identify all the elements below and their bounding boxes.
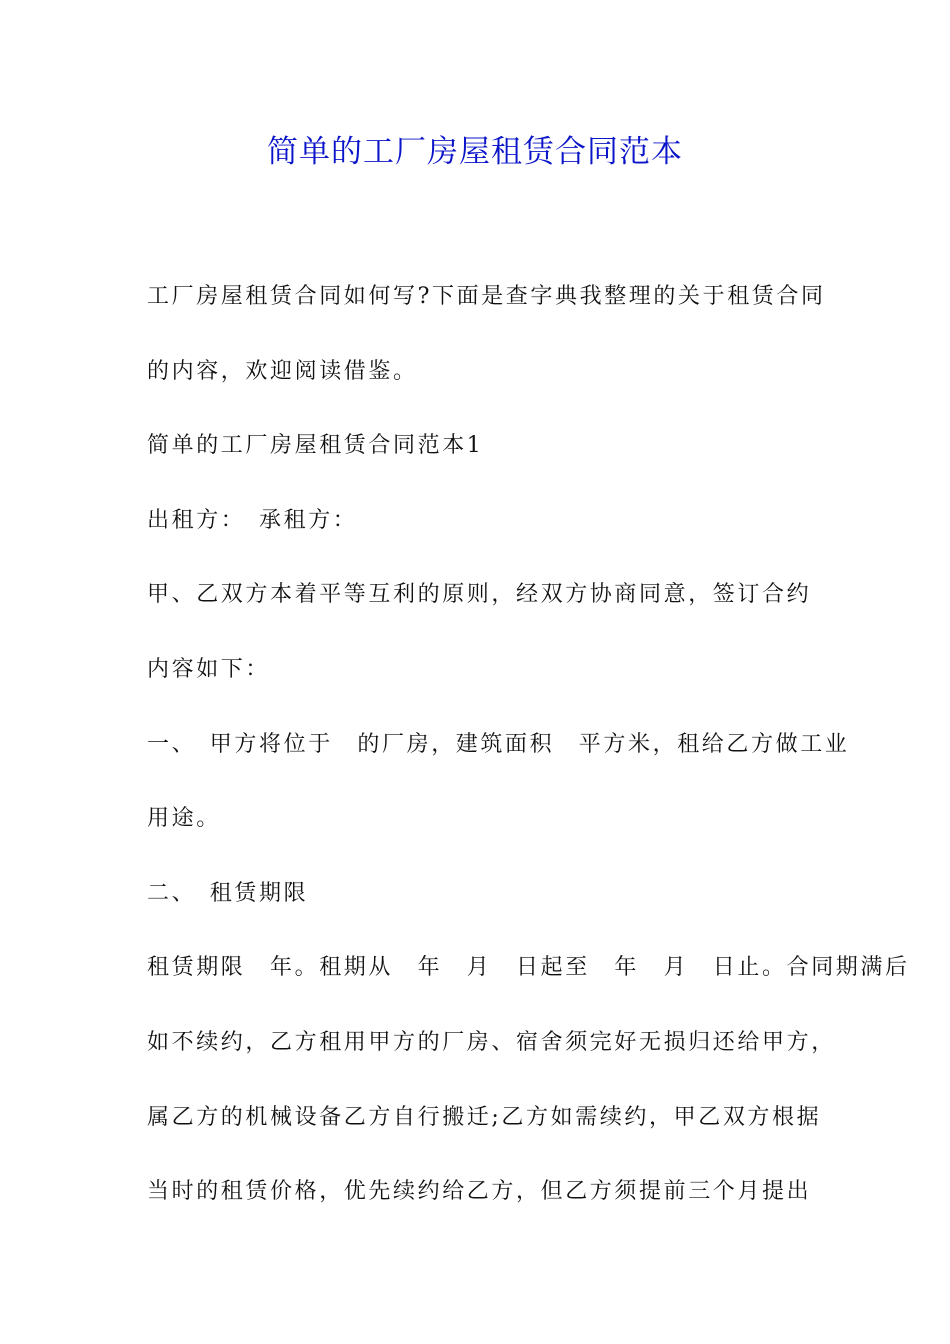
clause-one-line: 一、 甲方将位于 的厂房，建筑面积 平方米，租给乙方做工业	[147, 731, 850, 757]
body-line: 租赁期限 年。租期从 年 月 日起至 年 月 日止。合同期满后	[147, 955, 910, 981]
body-line: 工厂房屋租赁合同如何写?下面是查字典我整理的关于租赁合同	[147, 284, 826, 309]
body-line: 甲、乙双方本着平等互利的原则，经双方协商同意，签订合约	[147, 582, 812, 608]
section-heading: 简单的工厂房屋租赁合同范本1	[147, 433, 484, 459]
body-line: 的内容，欢迎阅读借鉴。	[147, 358, 418, 384]
body-line: 当时的租赁价格，优先续约给乙方，但乙方须提前三个月提出	[147, 1179, 812, 1205]
body-line: 用途。	[147, 806, 221, 832]
party-line: 出租方： 承租方：	[147, 507, 358, 533]
clause-two-heading: 二、 租赁期限	[147, 880, 309, 906]
document-body	[147, 260, 910, 1230]
body-line: 属乙方的机械设备乙方自行搬迁;乙方如需续约，甲乙双方根据	[147, 1104, 822, 1130]
body-line: 内容如下：	[147, 656, 271, 682]
body-line: 如不续约，乙方租用甲方的厂房、宿舍须完好无损归还给甲方，	[147, 1029, 836, 1055]
document-title: 简单的工厂房屋租赁合同范本	[267, 134, 683, 170]
